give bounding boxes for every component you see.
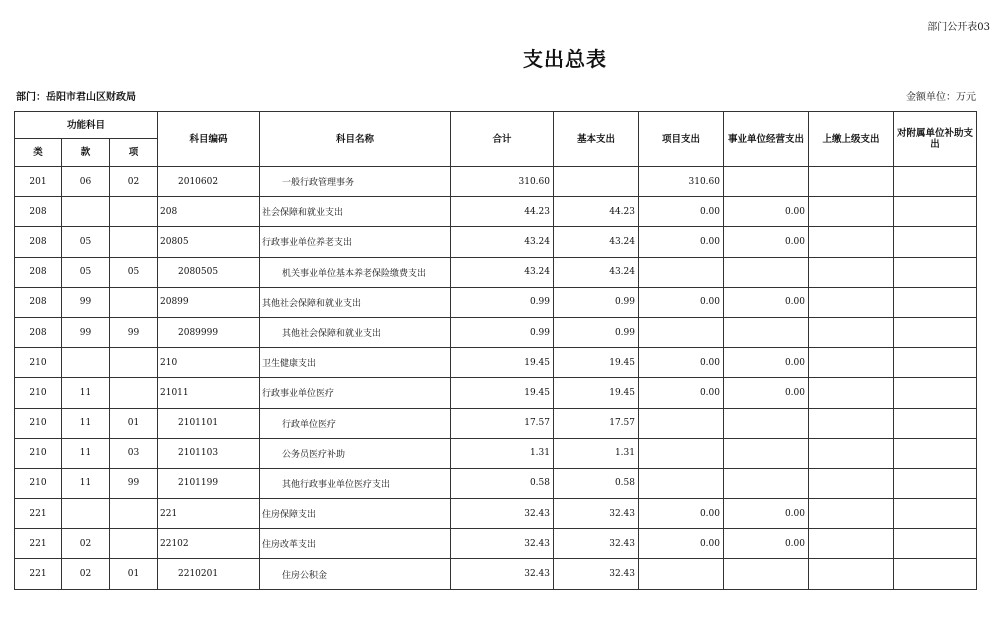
header-basic: 基本支出	[554, 112, 639, 167]
table-row	[15, 197, 977, 227]
cell-code: 221	[158, 499, 260, 529]
cell-project: 0.00	[639, 378, 724, 408]
table-row	[15, 287, 977, 317]
cell-basic: 19.45	[554, 348, 639, 378]
cell-name: 行政单位医疗	[260, 408, 451, 438]
cell-business	[724, 438, 809, 468]
cell-basic: 32.43	[554, 529, 639, 559]
expenditure-table	[14, 111, 977, 590]
cell-code: 2101101	[158, 408, 260, 438]
cell-code: 2101199	[158, 468, 260, 498]
cell-name: 住房改革支出	[260, 529, 451, 559]
cell-lei: 208	[15, 197, 62, 227]
cell-xiang: 05	[110, 257, 158, 287]
cell-code: 2089999	[158, 317, 260, 347]
cell-kuan	[62, 499, 110, 529]
cell-xiang	[110, 197, 158, 227]
cell-lei: 210	[15, 468, 62, 498]
cell-total: 43.24	[451, 227, 554, 257]
cell-code: 2101103	[158, 438, 260, 468]
department-label: 部门：岳阳市君山区财政局	[16, 92, 136, 103]
header-name: 科目名称	[260, 112, 451, 167]
cell-project	[639, 468, 724, 498]
cell-subsidy	[894, 559, 977, 589]
cell-total: 32.43	[451, 559, 554, 589]
cell-code: 208	[158, 197, 260, 227]
header-project: 项目支出	[639, 112, 724, 167]
cell-name: 公务员医疗补助	[260, 438, 451, 468]
cell-lei: 210	[15, 408, 62, 438]
cell-kuan: 99	[62, 287, 110, 317]
cell-kuan: 99	[62, 317, 110, 347]
cell-total: 310.60	[451, 167, 554, 197]
cell-lei: 208	[15, 287, 62, 317]
cell-lei: 208	[15, 317, 62, 347]
cell-kuan: 02	[62, 529, 110, 559]
cell-basic: 43.24	[554, 227, 639, 257]
cell-kuan: 11	[62, 408, 110, 438]
cell-basic: 0.99	[554, 317, 639, 347]
cell-name: 一般行政管理事务	[260, 167, 451, 197]
cell-business: 0.00	[724, 499, 809, 529]
cell-upper	[809, 167, 894, 197]
cell-upper	[809, 227, 894, 257]
cell-lei: 210	[15, 348, 62, 378]
cell-upper	[809, 348, 894, 378]
cell-name: 行政事业单位医疗	[260, 378, 451, 408]
cell-total: 0.99	[451, 287, 554, 317]
cell-code: 22102	[158, 529, 260, 559]
cell-business: 0.00	[724, 197, 809, 227]
header-total: 合计	[451, 112, 554, 167]
cell-kuan: 11	[62, 438, 110, 468]
cell-name: 社会保障和就业支出	[260, 197, 451, 227]
cell-subsidy	[894, 499, 977, 529]
cell-code: 2210201	[158, 559, 260, 589]
header-kuan: 款	[62, 139, 110, 167]
cell-lei: 221	[15, 529, 62, 559]
table-row	[15, 167, 977, 197]
cell-xiang	[110, 227, 158, 257]
cell-basic: 44.23	[554, 197, 639, 227]
cell-project: 0.00	[639, 287, 724, 317]
cell-kuan: 05	[62, 257, 110, 287]
header-upper: 上缴上级支出	[809, 112, 894, 167]
table-row	[15, 408, 977, 438]
cell-project	[639, 559, 724, 589]
table-row	[15, 257, 977, 287]
cell-upper	[809, 529, 894, 559]
cell-code: 210	[158, 348, 260, 378]
cell-code: 2010602	[158, 167, 260, 197]
table-row	[15, 529, 977, 559]
cell-project: 0.00	[639, 227, 724, 257]
page-title: 支出总表	[523, 47, 607, 71]
cell-code: 21011	[158, 378, 260, 408]
cell-subsidy	[894, 408, 977, 438]
cell-subsidy	[894, 167, 977, 197]
table-row	[15, 468, 977, 498]
cell-name: 行政事业单位养老支出	[260, 227, 451, 257]
cell-lei: 201	[15, 167, 62, 197]
cell-xiang	[110, 378, 158, 408]
cell-total: 0.99	[451, 317, 554, 347]
cell-kuan: 11	[62, 468, 110, 498]
cell-business	[724, 167, 809, 197]
cell-business	[724, 468, 809, 498]
header-xiang: 项	[110, 139, 158, 167]
cell-basic: 32.43	[554, 559, 639, 589]
cell-upper	[809, 408, 894, 438]
cell-upper	[809, 559, 894, 589]
cell-total: 19.45	[451, 378, 554, 408]
cell-name: 其他行政事业单位医疗支出	[260, 468, 451, 498]
cell-upper	[809, 257, 894, 287]
cell-kuan	[62, 197, 110, 227]
cell-xiang: 99	[110, 468, 158, 498]
cell-basic: 1.31	[554, 438, 639, 468]
cell-lei: 221	[15, 499, 62, 529]
cell-subsidy	[894, 348, 977, 378]
header-lei: 类	[15, 139, 62, 167]
cell-project	[639, 438, 724, 468]
cell-kuan	[62, 348, 110, 378]
cell-project: 310.60	[639, 167, 724, 197]
cell-business: 0.00	[724, 378, 809, 408]
cell-lei: 210	[15, 378, 62, 408]
cell-code: 20899	[158, 287, 260, 317]
cell-subsidy	[894, 227, 977, 257]
cell-basic: 0.99	[554, 287, 639, 317]
cell-business	[724, 559, 809, 589]
cell-business: 0.00	[724, 529, 809, 559]
cell-business: 0.00	[724, 287, 809, 317]
cell-subsidy	[894, 317, 977, 347]
header-business: 事业单位经营支出	[724, 112, 809, 167]
table-row	[15, 438, 977, 468]
cell-total: 0.58	[451, 468, 554, 498]
cell-project: 0.00	[639, 348, 724, 378]
table-row	[15, 317, 977, 347]
cell-xiang	[110, 287, 158, 317]
cell-upper	[809, 197, 894, 227]
cell-upper	[809, 317, 894, 347]
cell-xiang: 02	[110, 167, 158, 197]
cell-basic: 19.45	[554, 378, 639, 408]
cell-project	[639, 317, 724, 347]
cell-name: 住房保障支出	[260, 499, 451, 529]
cell-upper	[809, 438, 894, 468]
cell-project	[639, 257, 724, 287]
cell-lei: 208	[15, 227, 62, 257]
cell-basic: 17.57	[554, 408, 639, 438]
cell-upper	[809, 468, 894, 498]
cell-subsidy	[894, 468, 977, 498]
cell-kuan: 05	[62, 227, 110, 257]
cell-total: 17.57	[451, 408, 554, 438]
cell-xiang	[110, 348, 158, 378]
form-code: 部门公开表03	[927, 22, 990, 33]
cell-total: 44.23	[451, 197, 554, 227]
cell-xiang	[110, 529, 158, 559]
cell-xiang: 01	[110, 408, 158, 438]
cell-xiang	[110, 499, 158, 529]
cell-business: 0.00	[724, 227, 809, 257]
cell-business	[724, 317, 809, 347]
cell-kuan: 11	[62, 378, 110, 408]
cell-business: 0.00	[724, 348, 809, 378]
cell-name: 其他社会保障和就业支出	[260, 287, 451, 317]
cell-basic: 32.43	[554, 499, 639, 529]
cell-subsidy	[894, 257, 977, 287]
cell-business	[724, 257, 809, 287]
cell-project: 0.00	[639, 197, 724, 227]
cell-total: 43.24	[451, 257, 554, 287]
table-row	[15, 227, 977, 257]
cell-basic: 0.58	[554, 468, 639, 498]
cell-lei: 208	[15, 257, 62, 287]
header-code: 科目编码	[158, 112, 260, 167]
cell-kuan: 06	[62, 167, 110, 197]
table-row	[15, 559, 977, 589]
cell-lei: 221	[15, 559, 62, 589]
cell-basic	[554, 167, 639, 197]
cell-lei: 210	[15, 438, 62, 468]
cell-total: 32.43	[451, 529, 554, 559]
cell-code: 20805	[158, 227, 260, 257]
cell-xiang: 99	[110, 317, 158, 347]
cell-upper	[809, 499, 894, 529]
cell-code: 2080505	[158, 257, 260, 287]
cell-name: 卫生健康支出	[260, 348, 451, 378]
cell-basic: 43.24	[554, 257, 639, 287]
cell-project: 0.00	[639, 529, 724, 559]
header-subsidy: 对附属单位补助支出	[894, 112, 977, 167]
cell-upper	[809, 287, 894, 317]
cell-name: 机关事业单位基本养老保险缴费支出	[260, 257, 451, 287]
cell-total: 32.43	[451, 499, 554, 529]
cell-subsidy	[894, 529, 977, 559]
cell-name: 其他社会保障和就业支出	[260, 317, 451, 347]
cell-xiang: 03	[110, 438, 158, 468]
cell-project: 0.00	[639, 499, 724, 529]
cell-business	[724, 408, 809, 438]
cell-subsidy	[894, 197, 977, 227]
cell-upper	[809, 378, 894, 408]
header-function-subject: 功能科目	[15, 112, 158, 139]
cell-project	[639, 408, 724, 438]
cell-subsidy	[894, 438, 977, 468]
cell-subsidy	[894, 287, 977, 317]
table-row	[15, 499, 977, 529]
table-row	[15, 378, 977, 408]
cell-name: 住房公积金	[260, 559, 451, 589]
cell-total: 19.45	[451, 348, 554, 378]
amount-unit-label: 金额单位：万元	[906, 92, 976, 103]
cell-xiang: 01	[110, 559, 158, 589]
cell-subsidy	[894, 378, 977, 408]
table-row	[15, 348, 977, 378]
cell-kuan: 02	[62, 559, 110, 589]
cell-total: 1.31	[451, 438, 554, 468]
